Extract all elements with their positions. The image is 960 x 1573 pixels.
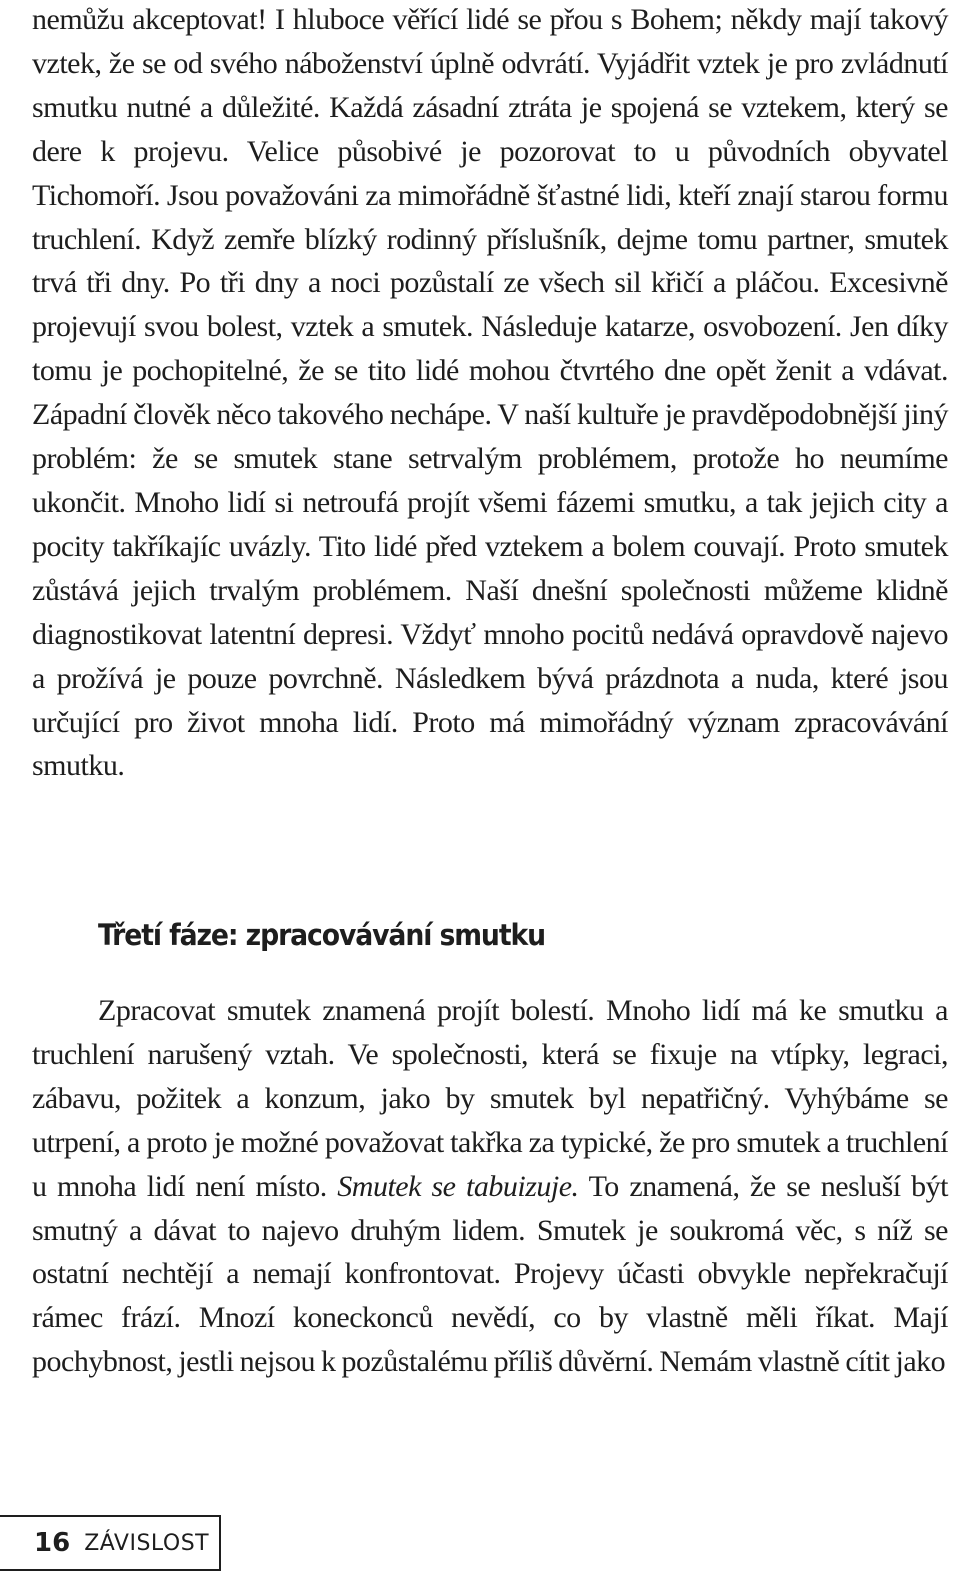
body-paragraph-section [32, 989, 948, 1384]
running-title: ZÁVISLOST [84, 1530, 210, 1556]
paragraph-emphasis: Smutek se tabuizuje. [337, 1169, 579, 1203]
body-paragraph-continued: nemůžu akceptovat! I hluboce věřící lidé se přou s Bohem; někdy mají takový vztek, že se od svého náboženství úplně odvrátí. Vyjádřit vztek je pro zvládnutí smutku nutné a důležité. Každá zásadní ztráta je spojená se vztekem, který se dere k projevu. Velice působivé je pozorovat to u původních obyvatel Tichomoří. Jsou považováni za mimořádně šťastné lidi, kteří znají starou formu truchlení. Když zemře blízký rodinný příslušník, dejme tomu partner, smutek trvá tři dny. Po tři dny a noci pozůstalí ze všech sil křičí a pláčou. Excesivně projevují svou bolest, vztek a smutek. Následuje katarze, osvobození. Jen díky tomu je pochopitelné, že se tito lidé mohou čtvrtého dne opět ženit a vdávat. Západní člověk něco takového nechápe. V naší kultuře je pravděpodobnější jiný problém: že se smutek stane setrvalým problémem, protože ho neumíme ukončit. Mnoho lidí si netroufá projít všemi fázemi smutku, a tak jejich city a pocity takříkajíc uvázly. Tito lidé před vztekem a bolem couvají. Proto smutek zůstává jejich trvalým problémem. Naší dnešní společnosti můžeme klidně diagnostikovat latentní depresi. Vždyť mnoho pocitů nedává opravdově najevo a prožívá je pouze povrchně. Následkem bývá prázdnota a nuda, které jsou určující pro život mnoha lidí. Proto má mimořádný význam zpracovávání smutku. [32, 3, 948, 783]
page-footer [0, 1515, 221, 1571]
paragraph-text-start: Zpracovat smutek znamená projít bolestí. Mnoho lidí má ke smutku a truchlení narušený vztah. Ve společnosti, která se fixuje na vtípky, legraci, zábavu, požitek a konzum, jako by smutek byl nepatřičný. Vyhýbáme se utrpení, a proto je možné považovat takřka za typické, že pro smutek a truchlení u mnoha lidí není místo. [32, 994, 948, 1203]
paragraph-text-end: To znamená, že se nesluší být smutný a dávat to najevo druhým lidem. Smutek je soukromá věc, s níž se ostatní nechtějí a nemají konfrontovat. Projevy účasti obvykle nepřekračují rámec frází. Mnozí koneckonců nevědí, co by vlastně měli říkat. Mají pochybnost, jestli nejsou k pozůstalému příliš důvěrní. Nemám vlastně cítit jako [32, 1169, 948, 1379]
section-heading: Třetí fáze: zpracovávání smutku [98, 918, 546, 952]
page-number: 16 [34, 1528, 71, 1558]
